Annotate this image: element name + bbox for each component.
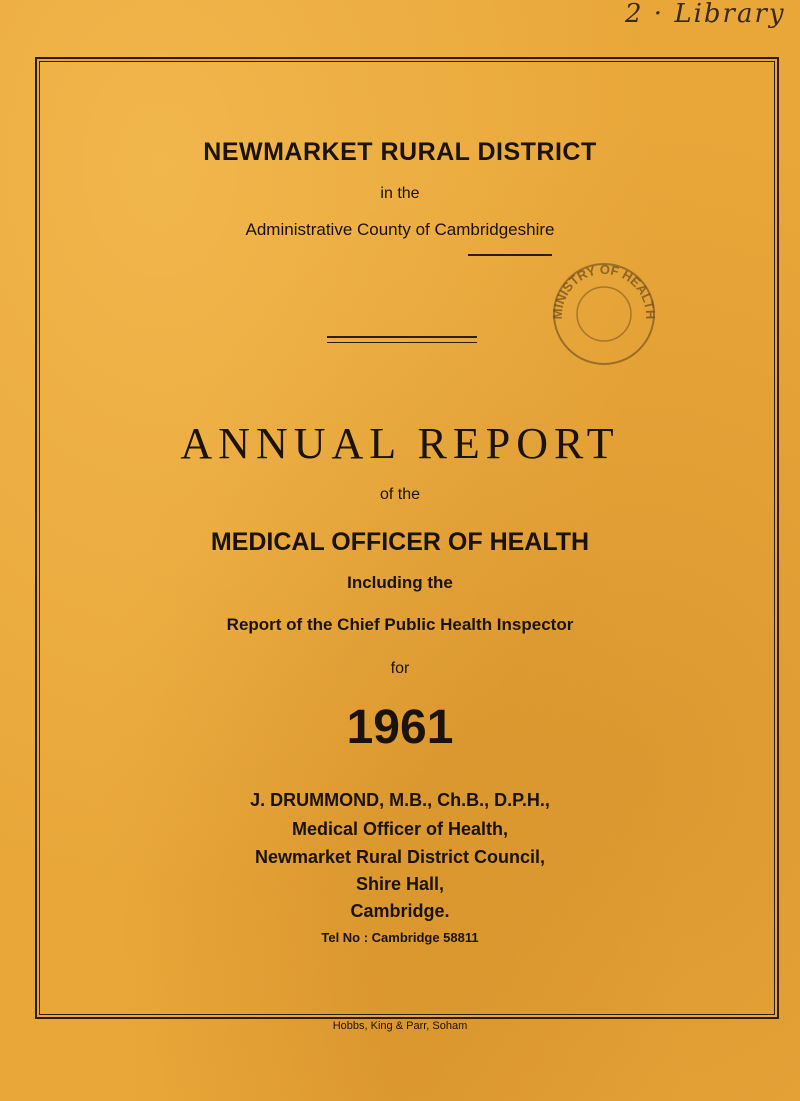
report-year: 1961 xyxy=(346,701,454,754)
of-the-text: of the xyxy=(379,486,421,503)
office-title: MEDICAL OFFICER OF HEALTH xyxy=(210,528,590,556)
divider-rule xyxy=(327,336,477,343)
for-text: for xyxy=(390,660,410,677)
ministry-stamp-icon xyxy=(548,256,660,368)
author-name: J. DRUMMOND, M.B., Ch.B., D.P.H., xyxy=(250,790,550,810)
pen-underline xyxy=(468,254,552,256)
second-report-title: Report of the Chief Public Health Inspector xyxy=(226,615,574,634)
author-position: Medical Officer of Health, xyxy=(291,819,509,839)
svg-text:MINISTRY OF HEALTH xyxy=(550,262,658,320)
author-building: Shire Hall, xyxy=(355,874,445,894)
district-heading: NEWMARKET RURAL DISTRICT xyxy=(203,138,597,166)
telephone-number: Tel No : Cambridge 58811 xyxy=(321,930,479,945)
author-council: Newmarket Rural District Council, xyxy=(254,847,546,867)
printer-credit: Hobbs, King & Parr, Soham xyxy=(332,1020,468,1032)
author-city: Cambridge. xyxy=(350,901,450,921)
report-title: ANNUAL REPORT xyxy=(180,419,620,468)
county-text: Administrative County of Cambridgeshire xyxy=(245,220,555,239)
handwritten-note: 2 · Library xyxy=(625,0,786,29)
including-text: Including the xyxy=(347,573,453,592)
stamp-text: MINISTRY OF HEALTH xyxy=(549,261,659,320)
in-the-text: in the xyxy=(380,185,420,202)
